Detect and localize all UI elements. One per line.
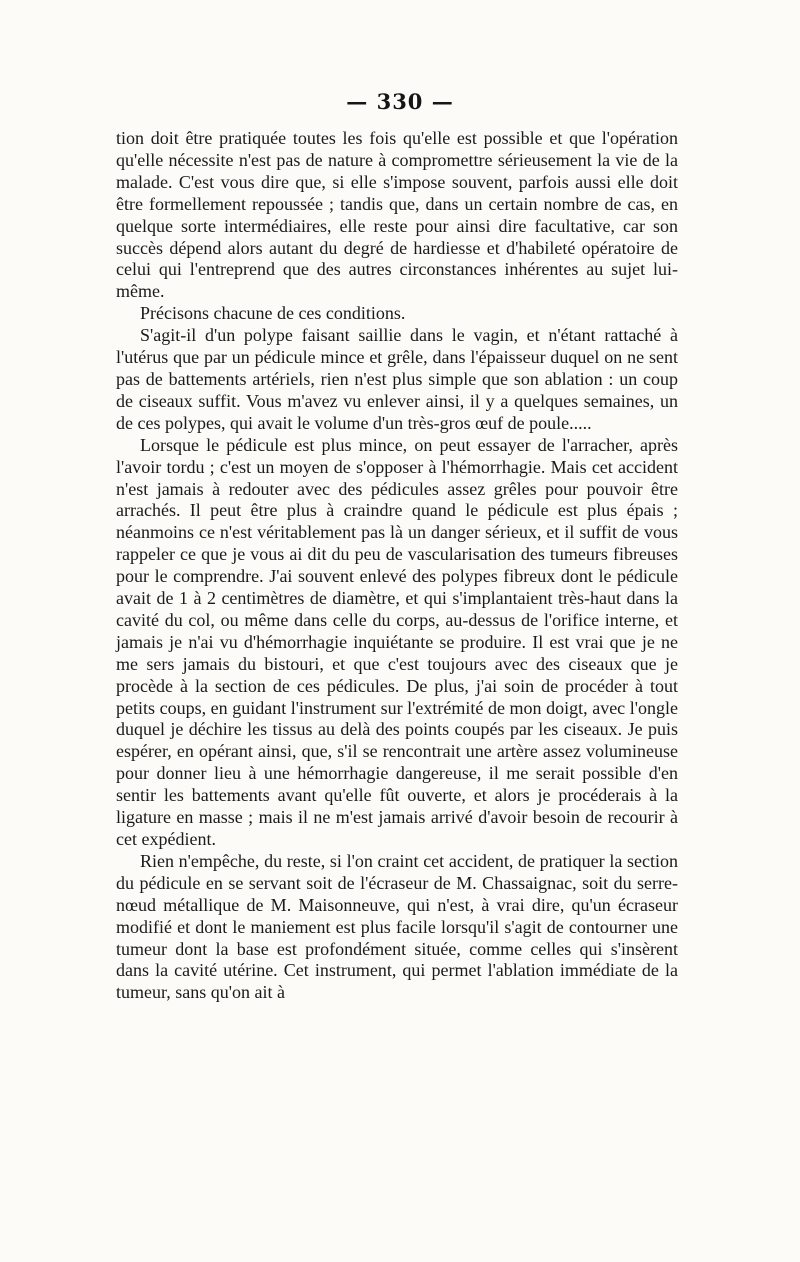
paragraph: tion doit être pratiquée toutes les fois qu'elle est possible et que l'opération qu'elle nécessite n'est pas de nature à compromettre sérieusement la vie de la malade. C'est vous dire que, si elle s'impose souvent, parfois aussi elle doit être formellement repoussée ; tandis que, dans un certain nombre de cas, en quelque sorte intermédiaires, elle reste pour ainsi dire facultative, car son succès dépend alors autant du degré de hardiesse et d'habileté opératoire de celui qui l'entreprend que des autres circonstances inhérentes au sujet lui-même. [116,128,678,302]
paragraph: Rien n'empêche, du reste, si l'on craint cet accident, de pratiquer la section du pédicule en se servant soit de l'écraseur de M. Chassaignac, soit du serre-nœud métallique de M. Maisonneuve, qui n'est, à vrai dire, qu'un écraseur modifié et dont le maniement est plus facile lorsqu'il s'agit de contourner une tumeur dont la base est profondément située, comme celles qui s'insèrent dans la cavité utérine. Cet instrument, qui permet l'ablation immédiate de la tumeur, sans qu'on ait à [116,850,678,1003]
page-number: — 330 — [346,89,454,114]
body-text [116,128,678,1004]
paragraph: Lorsque le pédicule est plus mince, on peut essayer de l'arracher, après l'avoir tordu ; c'est un moyen de s'opposer à l'hémorrhagie. Mais cet accident n'est jamais à redouter avec des pédicules assez grêles pour pouvoir être arrachés. Il peut être plus à craindre quand le pédicule est plus épais ; néanmoins ce n'est véritablement pas là un danger sérieux, et il suffit de vous rappeler ce que je vous ai dit du peu de vascularisation des tumeurs fibreuses pour le comprendre. J'ai souvent enlevé des polypes fibreux dont le pédicule avait de 1 à 2 centimètres de diamètre, et qui s'implantaient très-haut dans la cavité du col, ou même dans celle du corps, au-dessus de l'orifice interne, et jamais je n'ai vu d'hémorrhagie inquiétante se produire. Il est vrai que je ne me sers jamais du bistouri, et que c'est toujours avec des ciseaux que je procède à la section de ces pédicules. De plus, j'ai soin de procéder à tout petits coups, en guidant l'instrument sur l'extrémité de mon doigt, avec l'ongle duquel je déchire les tissus au delà des points coupés par les ciseaux. Je puis espérer, en opérant ainsi, que, s'il se rencontrait une artère assez volumineuse pour donner lieu à une hémorrhagie dangereuse, il me serait possible d'en sentir les battements avant qu'elle fût ouverte, et alors je procéderais à la ligature en masse ; mais il ne m'est jamais arrivé d'avoir besoin de recourir à cet expédient. [116,434,678,849]
paragraph: Précisons chacune de ces conditions. [140,303,406,324]
paragraph: S'agit-il d'un polype faisant saillie dans le vagin, et n'étant rattaché à l'utérus que par un pédicule mince et grêle, dans l'épaisseur duquel on ne sent pas de battements artériels, rien n'est plus simple que son ablation : un coup de ciseaux suffit. Vous m'avez vu enlever ainsi, il y a quelques semaines, un de ces polypes, qui avait le volume d'un très-gros œuf de poule..... [116,325,678,433]
